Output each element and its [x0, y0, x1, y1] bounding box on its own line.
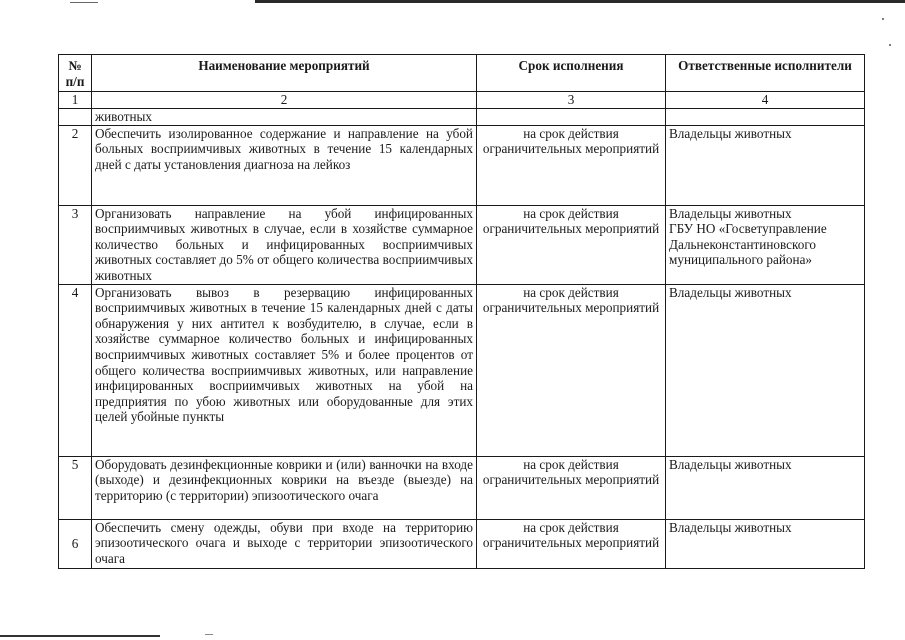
- scan-speck: [882, 18, 884, 20]
- cell-num: 6: [59, 519, 92, 568]
- cell-resp: [666, 205, 865, 284]
- cell-name: Организовать вывоз в резервацию инфицированных восприимчивых животных в течение 15 календарных дней с даты обнаружения у них антител к возбудителю, в случае, если в хозяйстве суммарное количество больных и инфицированных восприимчивых животных составляет 5% и более процентов от общего количества восприимчивых животных, или направление инфицированных восприимчивых животных на убой на предприятия по убою животных или оборудованные для этих целей убойные пункты: [92, 284, 477, 456]
- responsible-line: ГБУ НО «Госветуправление Дальнеконстантиновского муниципального района»: [669, 221, 827, 268]
- responsible-line: Владельцы животных: [669, 125, 792, 141]
- cell-term: на срок действия ограничительных мероприятий: [477, 205, 666, 284]
- scan-mark: [70, 2, 98, 3]
- cell-name: Организовать направление на убой инфицированных восприимчивых животных в случае, если в хозяйстве суммарное количество больных и инфицированных восприимчивых животных составляет до 5% от общего количества восприимчивых животных: [92, 205, 477, 284]
- cell-num: 5: [59, 456, 92, 519]
- cell-num: 2: [59, 125, 92, 205]
- cell-resp: [666, 109, 865, 126]
- cell-term: на срок действия ограничительных мероприятий: [477, 456, 666, 519]
- responsible-line: Владельцы животных: [669, 519, 792, 535]
- column-index-row: [59, 92, 865, 109]
- cell-resp: [666, 284, 865, 456]
- cell-term: на срок действия ограничительных мероприятий: [477, 284, 666, 456]
- column-index: 1: [59, 92, 92, 109]
- table-row: [59, 125, 865, 205]
- header-num: № п/п: [59, 55, 92, 92]
- scan-shadow-bar: [255, 0, 905, 3]
- cell-num: [59, 109, 92, 126]
- measures-table: [58, 54, 865, 569]
- cell-name: Обеспечить смену одежды, обуви при входе на территорию эпизоотического очага и выходе с территории эпизоотического очага: [92, 519, 477, 568]
- scan-mark: [205, 634, 213, 635]
- cell-resp: [666, 456, 865, 519]
- table-row: [59, 456, 865, 519]
- cell-num: 4: [59, 284, 92, 456]
- table-row: [59, 284, 865, 456]
- column-index: 2: [92, 92, 477, 109]
- scan-edge-top: [0, 0, 905, 4]
- table-row: [59, 205, 865, 284]
- header-term: Срок исполнения: [477, 55, 666, 92]
- cell-term: на срок действия ограничительных мероприятий: [477, 125, 666, 205]
- responsible-line: Владельцы животных: [669, 456, 792, 472]
- cell-resp: [666, 125, 865, 205]
- scan-speck: [889, 44, 891, 46]
- column-index: 4: [666, 92, 865, 109]
- scan-edge-bottom: [0, 632, 905, 640]
- header-resp: Ответственные исполнители: [666, 55, 865, 92]
- header-row: [59, 55, 865, 92]
- cell-name: Оборудовать дезинфекционные коврики и (или) ванночки на входе (выходе) и дезинфекционных коврики на въезде (выезде) на территорию (с территории) эпизоотического очага: [92, 456, 477, 519]
- cell-resp: [666, 519, 865, 568]
- cell-term: на срок действия ограничительных мероприятий: [477, 519, 666, 568]
- responsible-line: Владельцы животных: [669, 205, 792, 221]
- table-row: [59, 519, 865, 568]
- cell-num: 3: [59, 205, 92, 284]
- cell-term: [477, 109, 666, 126]
- cell-name: животных: [92, 109, 477, 126]
- header-name: Наименование мероприятий: [92, 55, 477, 92]
- scan-shadow-bar: [0, 635, 160, 637]
- cell-name: Обеспечить изолированное содержание и направление на убой больных восприимчивых животных в течение 15 календарных дней с даты установления диагноза на лейкоз: [92, 125, 477, 205]
- column-index: 3: [477, 92, 666, 109]
- responsible-line: Владельцы животных: [669, 284, 792, 300]
- table-row-continuation: [59, 109, 865, 126]
